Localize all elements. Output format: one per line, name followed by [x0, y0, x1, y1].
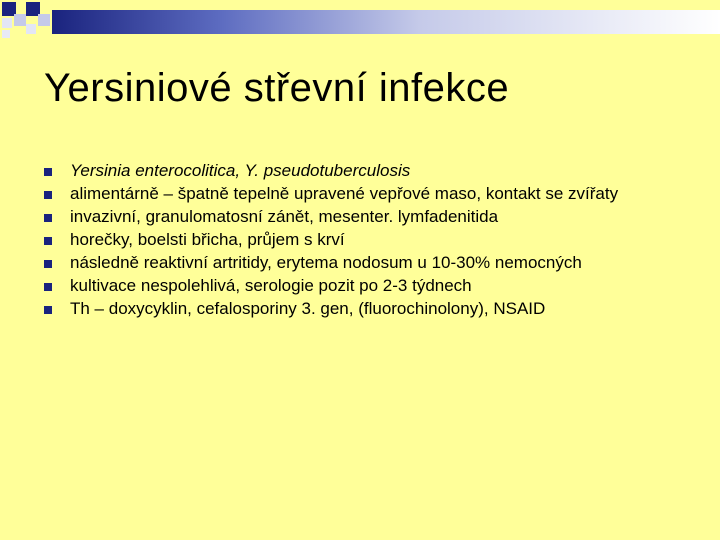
header-gradient-bar: [52, 10, 720, 34]
bullet-text: Yersinia enterocolitica, Y. pseudotuberculosis: [70, 161, 411, 180]
bullet-text: kultivace nespolehlivá, serologie pozit po 2-3 týdnech: [70, 276, 472, 295]
square-bullet-icon: [44, 283, 52, 291]
decorative-square: [2, 30, 10, 38]
bullet-item: [44, 183, 694, 205]
bullet-text: invazivní, granulomatosní zánět, mesenter. lymfadenitida: [70, 207, 499, 226]
decorative-square: [38, 14, 50, 26]
square-bullet-icon: [44, 191, 52, 199]
bullet-item: [44, 229, 694, 251]
square-bullet-icon: [44, 214, 52, 222]
square-bullet-icon: [44, 168, 52, 176]
decorative-square: [26, 24, 36, 34]
square-bullet-icon: [44, 237, 52, 245]
square-bullet-icon: [44, 306, 52, 314]
bullet-text: Th – doxycyklin, cefalosporiny 3. gen, (fluorochinolony), NSAID: [70, 299, 546, 318]
bullet-item: [44, 206, 694, 228]
bullet-list: [44, 160, 694, 321]
bullet-item: [44, 298, 694, 320]
bullet-text: alimentárně – špatně tepelně upravené vepřové maso, kontakt se zvířaty: [70, 184, 619, 203]
bullet-text: horečky, boelsti břicha, průjem s krví: [70, 230, 345, 249]
decorative-square: [2, 18, 12, 28]
bullet-item: [44, 275, 694, 297]
bullet-item: [44, 252, 694, 274]
bullet-text: následně reaktivní artritidy, erytema nodosum u 10-30% nemocných: [70, 253, 582, 272]
slide-title: Yersiniové střevní infekce: [44, 66, 510, 110]
square-bullet-icon: [44, 260, 52, 268]
bullet-item: [44, 160, 694, 182]
decorative-square: [14, 14, 26, 26]
